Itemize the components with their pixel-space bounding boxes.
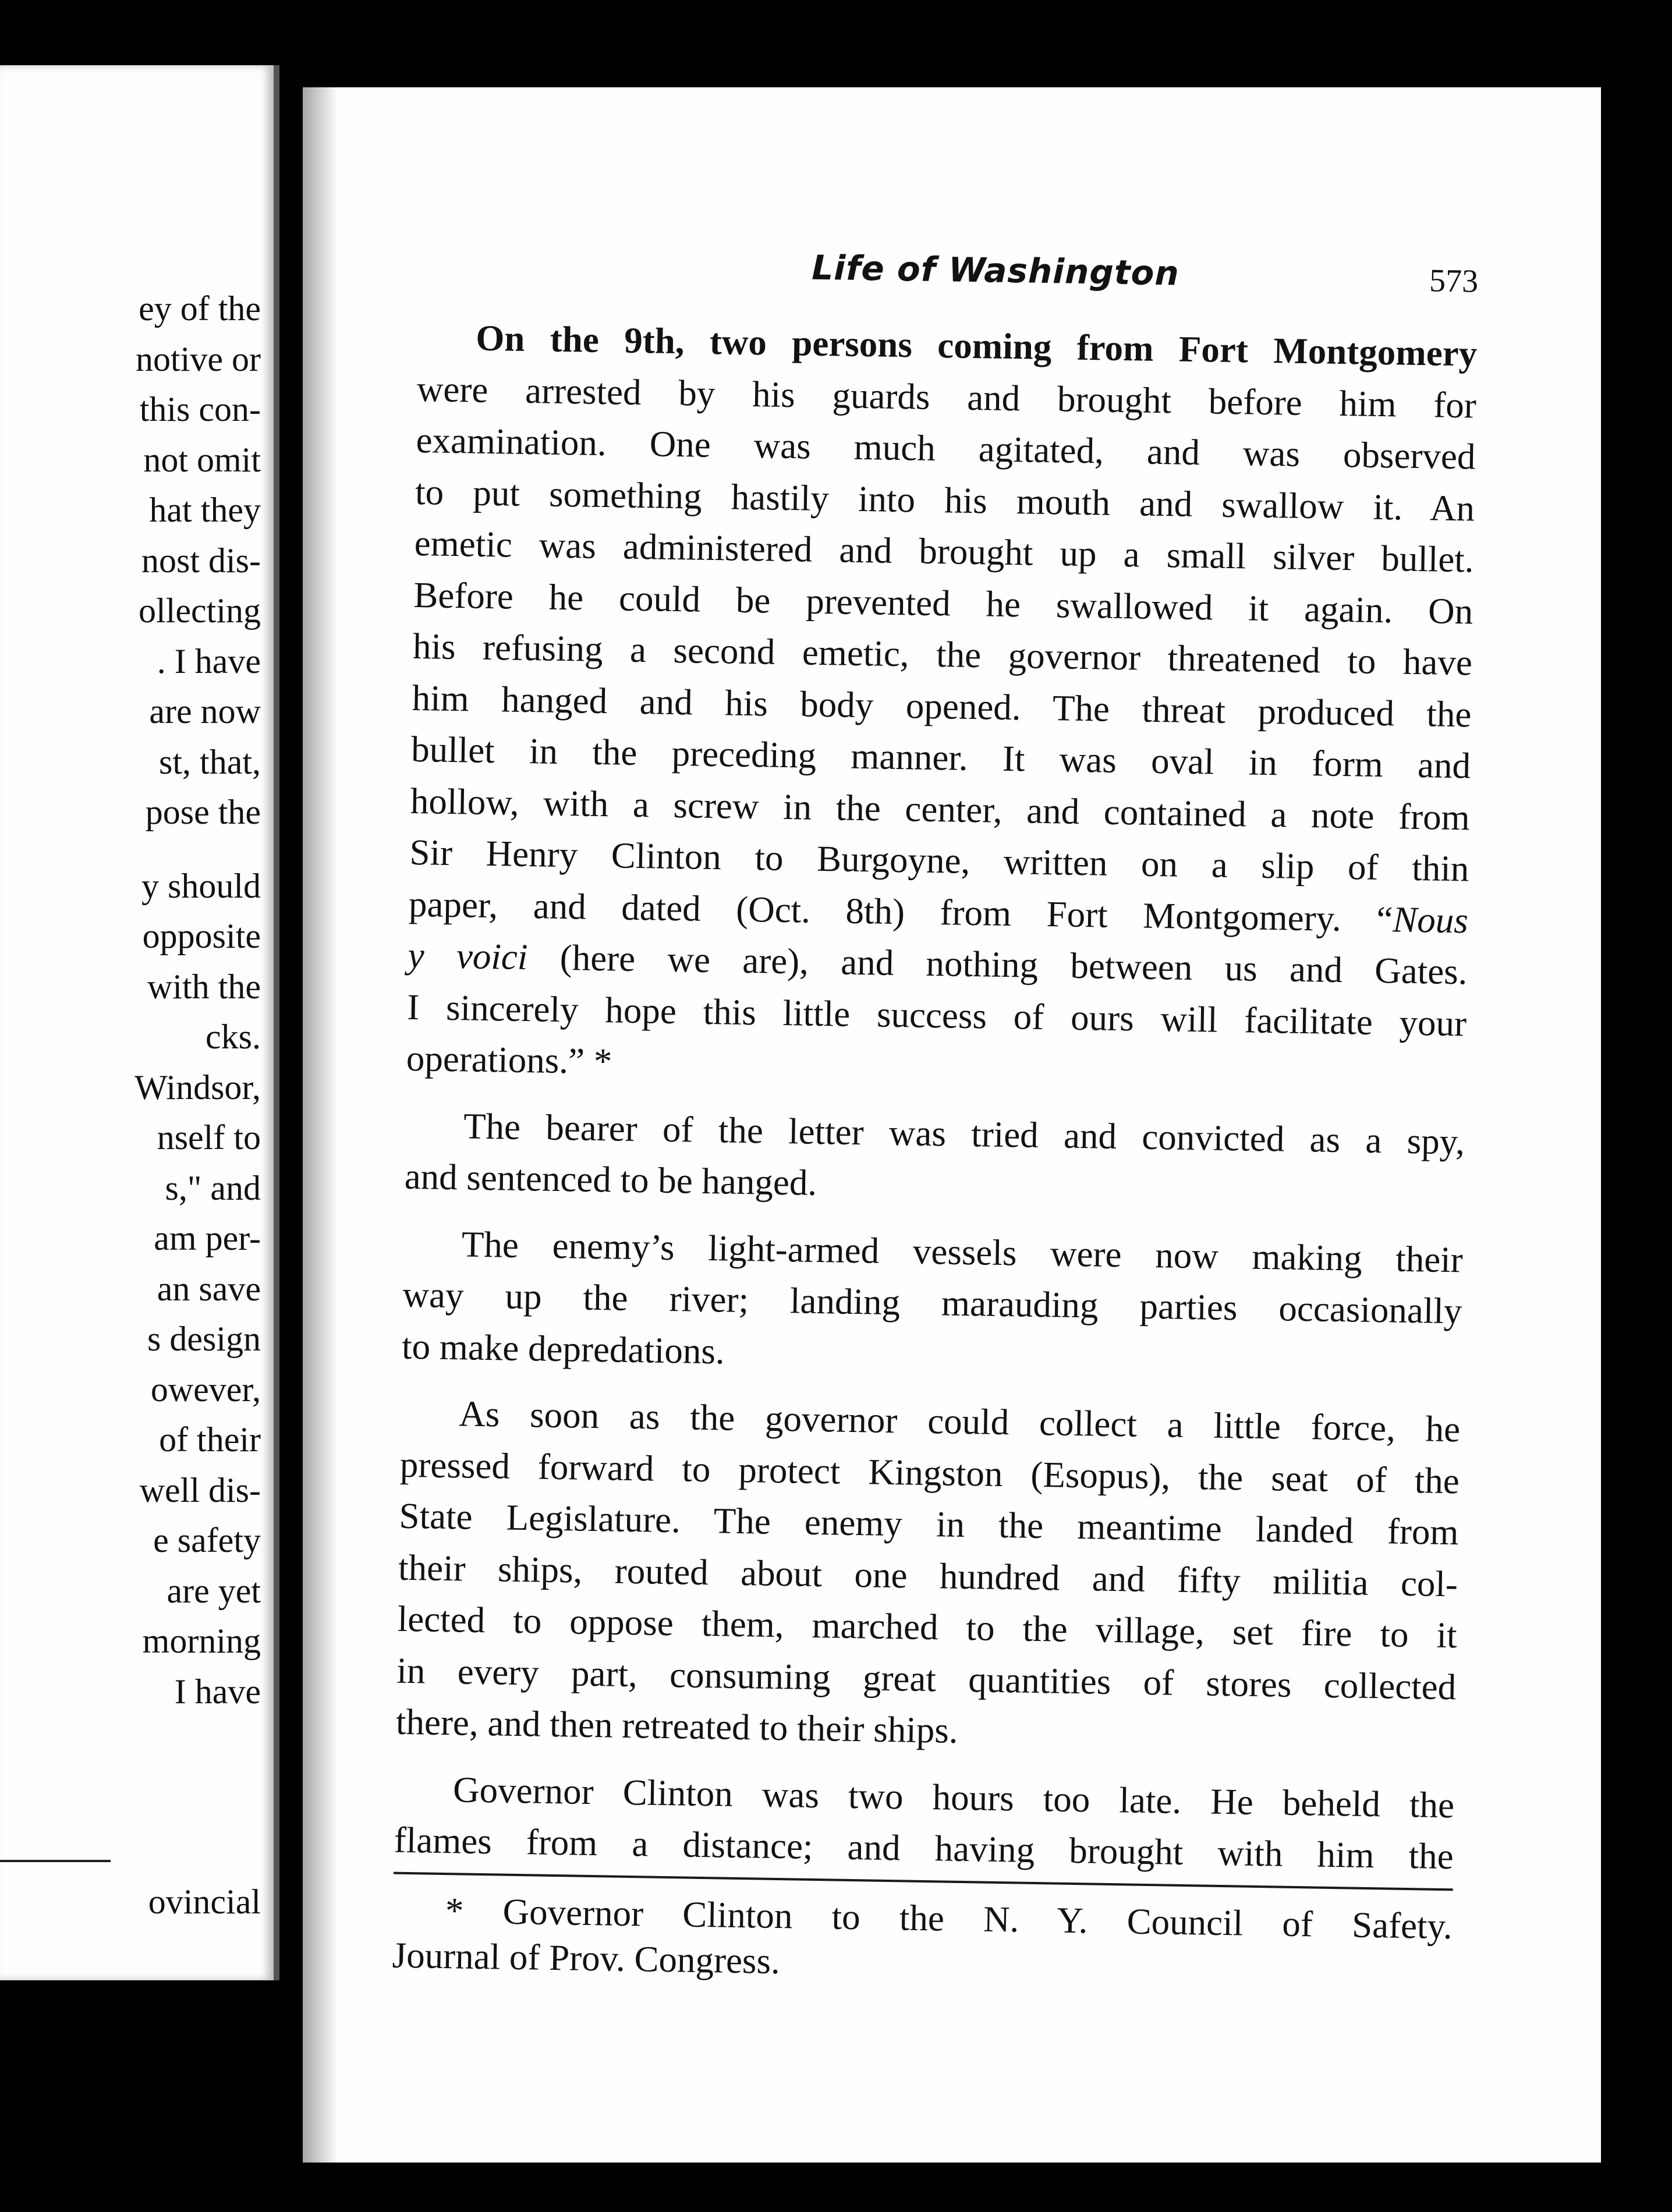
left-line: owever, bbox=[150, 1370, 261, 1409]
left-facing-page bbox=[0, 65, 274, 1980]
left-line: s design bbox=[147, 1320, 261, 1358]
left-line: morning bbox=[142, 1622, 261, 1660]
text-line: The enemy’s light-armed vessels were now making their bbox=[461, 1223, 1464, 1280]
text-line: State Legislature. The enemy in the meantime landed from bbox=[399, 1495, 1459, 1553]
left-line: cks. bbox=[206, 1018, 261, 1056]
text-line: hollow, with a screw in the center, and contained a note from bbox=[410, 780, 1471, 838]
left-line: an save bbox=[157, 1269, 261, 1308]
book-title: Life of Washington bbox=[811, 247, 1180, 293]
text-line: flames from a distance; and having brought with him the bbox=[394, 1819, 1454, 1877]
page-content bbox=[392, 242, 1479, 1994]
footnote-line: * Governor Clinton to the N. Y. Council of Safety. bbox=[445, 1890, 1453, 1947]
text-line: pressed forward to protect Kingston (Esopus), the seat of the bbox=[399, 1444, 1460, 1501]
left-line: well dis- bbox=[139, 1470, 261, 1509]
left-line: of their bbox=[159, 1420, 261, 1459]
left-line: e safety bbox=[153, 1521, 261, 1559]
left-line: this con- bbox=[139, 390, 261, 428]
left-page-text bbox=[134, 283, 261, 1717]
gutter-shadow bbox=[303, 87, 338, 2163]
text-line: his refusing a second emetic, the governor threatened to have bbox=[412, 625, 1473, 683]
left-line: are now bbox=[149, 692, 261, 731]
left-line: notive or bbox=[136, 339, 261, 378]
left-line: nself to bbox=[157, 1118, 261, 1157]
left-line: opposite bbox=[142, 917, 261, 955]
text-line: As soon as the governor could collect a little force, he bbox=[458, 1393, 1461, 1450]
text-line: operations.” * bbox=[406, 1037, 612, 1082]
text-run: (here we are), and nothing between us and Gates. bbox=[527, 937, 1468, 992]
text-line: On the 9th, two persons coming from Fort Montgomery bbox=[475, 317, 1478, 374]
left-line: am per- bbox=[154, 1219, 261, 1257]
text-line: to make depredations. bbox=[401, 1325, 725, 1371]
left-line: ollecting bbox=[139, 591, 261, 630]
text-line: and sentenced to be hanged. bbox=[404, 1155, 817, 1203]
italic-text: Nous bbox=[1392, 898, 1469, 941]
book-gutter bbox=[274, 65, 279, 1980]
text-line: there, and then retreated to their ships. bbox=[395, 1701, 959, 1751]
text-line: examination. One was much agitated, and was observed bbox=[416, 419, 1476, 477]
left-line: are yet bbox=[167, 1571, 261, 1610]
text-line: bullet in the preceding manner. It was oval in form and bbox=[410, 728, 1471, 786]
text-line: lected to oppose them, marched to the village, set fire to it bbox=[397, 1598, 1458, 1656]
page-number: 573 bbox=[1429, 263, 1479, 300]
left-line: y should bbox=[141, 866, 261, 905]
left-line: pose the bbox=[145, 793, 261, 831]
left-line: st, that, bbox=[159, 742, 261, 781]
text-line: I sincerely hope this little success of ours will facilitate your bbox=[406, 986, 1467, 1044]
left-line: ey of the bbox=[139, 289, 261, 328]
text-line: Before he could be prevented he swallowed it again. On bbox=[413, 574, 1473, 632]
text-line: emetic was administered and brought up a small silver bullet. bbox=[414, 522, 1475, 580]
italic-text: y voici bbox=[408, 934, 529, 978]
text-line: him hanged and his body opened. The threat produced the bbox=[412, 677, 1472, 735]
left-line: . I have bbox=[157, 641, 261, 680]
text-line: in every part, consuming great quantities of stores collected bbox=[396, 1650, 1457, 1707]
text-line: way up the river; landing marauding parties occasionally bbox=[402, 1274, 1462, 1332]
text-line: Governor Clinton was two hours too late. He beheld the bbox=[452, 1768, 1455, 1825]
left-footnote-fragment: ovincial bbox=[148, 1883, 261, 1921]
text-line: were arrested by his guards and brought before him for bbox=[416, 368, 1477, 426]
text-line: their ships, routed about one hundred and fifty militia col- bbox=[398, 1547, 1458, 1604]
text-line: The bearer of the letter was tried and convicted as a spy, bbox=[463, 1105, 1465, 1162]
left-line: hat they bbox=[149, 491, 261, 529]
left-line: nost dis- bbox=[141, 541, 261, 580]
left-line: Windsor, bbox=[134, 1068, 261, 1107]
left-line: not omit bbox=[143, 440, 261, 479]
left-line: with the bbox=[147, 967, 261, 1006]
left-line: s," and bbox=[165, 1168, 261, 1207]
text-line: Sir Henry Clinton to Burgoyne, written on a slip of thin bbox=[409, 831, 1469, 889]
text-run: paper, and dated (Oct. 8th) from Fort Montgomery. “ bbox=[408, 883, 1393, 940]
left-line: I have bbox=[174, 1672, 261, 1711]
right-page bbox=[303, 87, 1601, 2163]
text-line: to put something hastily into his mouth and swallow it. An bbox=[415, 471, 1475, 529]
left-footnote-rule bbox=[0, 1860, 111, 1862]
footnote-line: Journal of Prov. Congress. bbox=[392, 1934, 781, 1981]
